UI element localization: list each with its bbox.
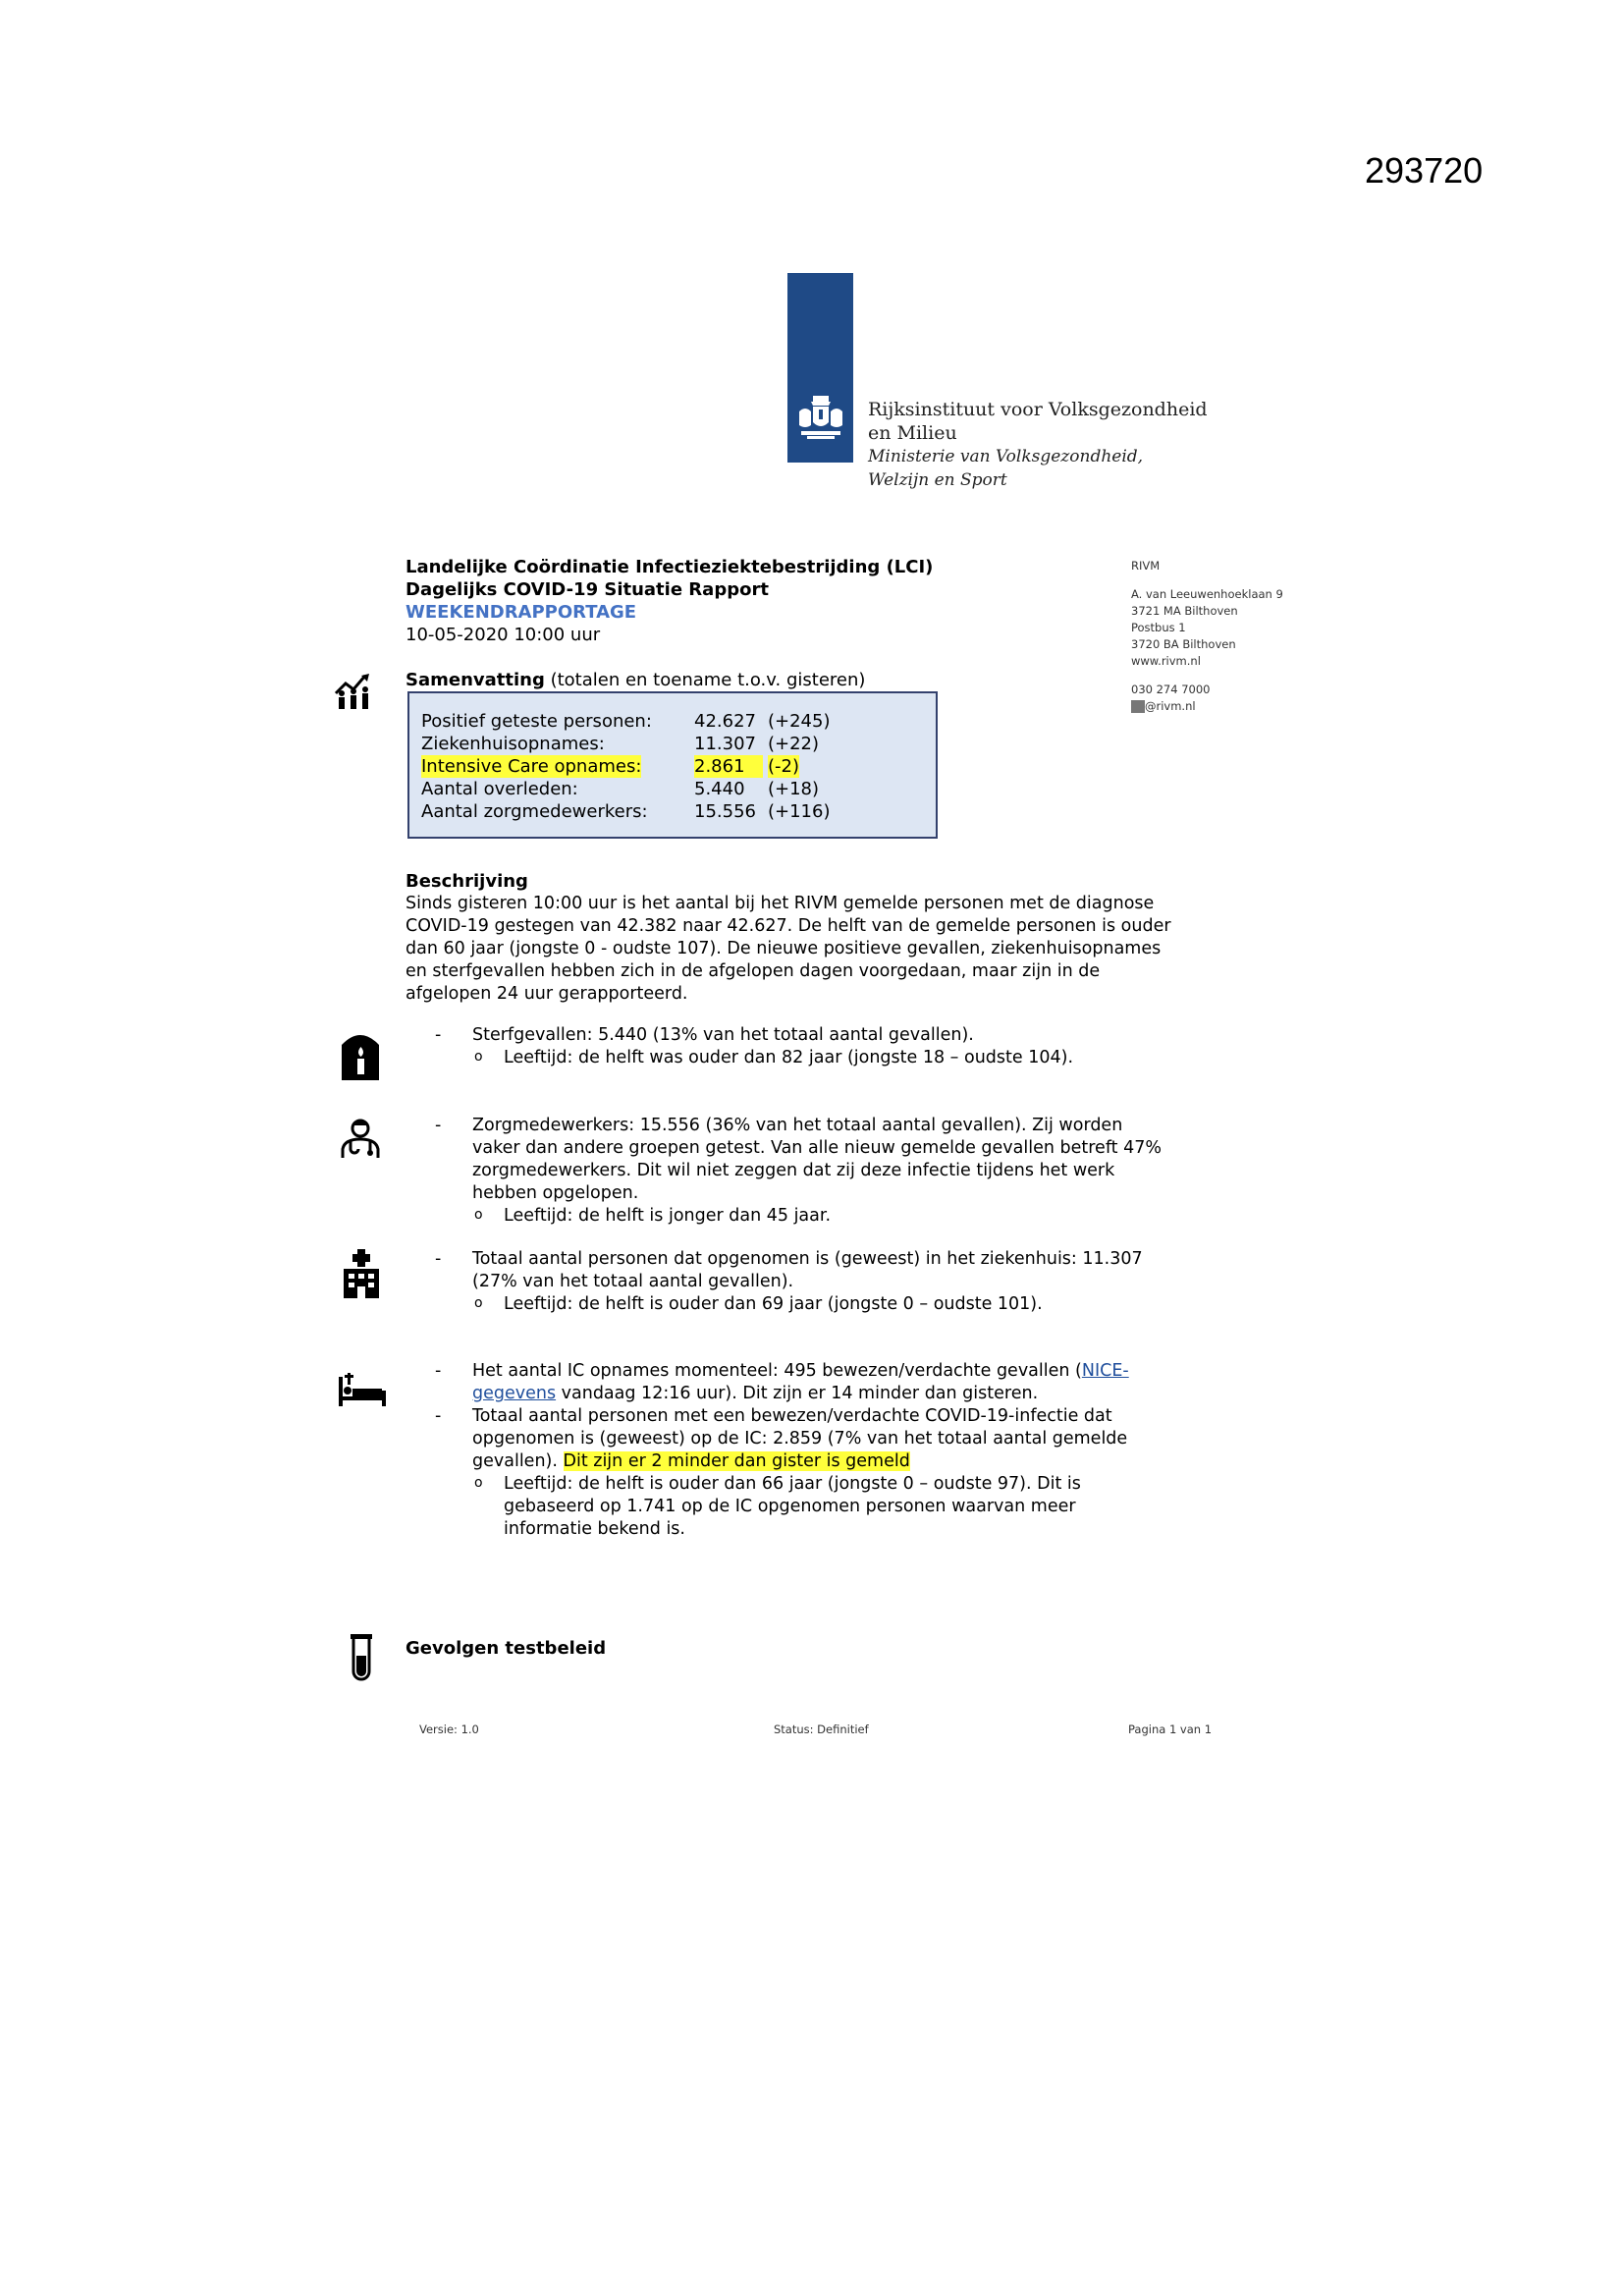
logo-line-3: Ministerie van Volksgezondheid, xyxy=(868,447,1144,466)
bullet-circle: o xyxy=(474,1475,483,1491)
test-policy-heading: Gevolgen testbeleid xyxy=(406,1638,607,1659)
address-block xyxy=(1131,558,1283,715)
hospital-text xyxy=(472,1248,1218,1293)
ic-line xyxy=(472,1383,1218,1405)
summary-row xyxy=(421,710,831,733)
address-city-1: 3721 MA Bilthoven xyxy=(1131,604,1238,618)
care-workers-line: zorgmedewerkers. Dit wil niet zeggen dat zij deze infectie tijdens het werk xyxy=(472,1161,1115,1180)
bullet-dash: - xyxy=(435,1249,442,1269)
hospital-sub xyxy=(474,1293,1191,1316)
header-date: 10-05-2020 10:00 uur xyxy=(406,625,601,645)
nice-link[interactable]: NICE- xyxy=(1081,1361,1129,1381)
logo-line-2: en Milieu xyxy=(868,422,957,444)
address-web: www.rivm.nl xyxy=(1131,654,1201,668)
hospital-line: Totaal aantal personen dat opgenomen is (geweest) in het ziekenhuis: 11.307 xyxy=(472,1249,1143,1269)
bullet-circle: o xyxy=(474,1207,483,1223)
summary-value: 5.440 xyxy=(694,779,745,799)
header-subtitle: Dagelijks COVID-19 Situatie Rapport xyxy=(406,579,769,600)
care-workers-sub xyxy=(474,1205,1191,1228)
address-city-2: 3720 BA Bilthoven xyxy=(1131,637,1236,651)
care-workers-text xyxy=(472,1115,1218,1205)
bullet-circle: o xyxy=(474,1049,483,1065)
address-postbus: Postbus 1 xyxy=(1131,621,1186,634)
description-line: COVID-19 gestegen van 42.382 naar 42.627. De helft van de gemelde personen is ouder xyxy=(406,916,1171,936)
summary-row xyxy=(421,778,820,800)
bullet-dash: - xyxy=(435,1406,442,1426)
summary-label: Intensive Care opnames: xyxy=(421,756,642,777)
bullet-circle: o xyxy=(474,1295,483,1311)
hospital-sub-text: Leeftijd: de helft is ouder dan 69 jaar (jongste 0 – oudste 101). xyxy=(504,1294,1043,1314)
summary-title-rest: (totalen en toename t.o.v. gisteren) xyxy=(544,670,866,690)
address-email-text: @rivm.nl xyxy=(1145,699,1196,713)
summary-label: Aantal overleden: xyxy=(421,779,578,799)
header-weekend: WEEKENDRAPPORTAGE xyxy=(406,602,637,623)
bullet-dash: - xyxy=(435,1116,442,1135)
ic-highlight-text: Dit zijn er 2 minder dan gister is gemeld xyxy=(563,1451,910,1471)
description-section xyxy=(406,870,1250,1006)
ic-current-text xyxy=(472,1360,1218,1405)
hospital-line: (27% van het totaal aantal gevallen). xyxy=(472,1272,794,1291)
footer-status: Status: Definitief xyxy=(774,1722,869,1736)
summary-label: Ziekenhuisopnames: xyxy=(421,734,605,754)
description-line: en sterfgevallen hebben zich in de afgelopen dagen voorgedaan, maar zijn in de xyxy=(406,961,1101,981)
summary-value: 2.861 xyxy=(694,755,763,778)
address-street: A. van Leeuwenhoeklaan 9 xyxy=(1131,587,1283,601)
logo-line-1: Rijksinstituut voor Volksgezondheid xyxy=(868,399,1208,420)
footer-page: Pagina 1 van 1 xyxy=(1128,1722,1213,1736)
summary-change: (+22) xyxy=(768,734,820,754)
description-title: Beschrijving xyxy=(406,871,528,892)
ic-sub-line: informatie bekend is. xyxy=(504,1519,685,1539)
redaction-mark xyxy=(1131,700,1145,713)
summary-box xyxy=(407,691,938,839)
section-hospital xyxy=(406,1248,1270,1322)
report-header xyxy=(406,556,933,646)
care-workers-line: Zorgmedewerkers: 15.556 (36% van het totaal aantal gevallen). Zij worden xyxy=(472,1116,1123,1135)
summary-title xyxy=(406,670,865,690)
section-ic xyxy=(406,1360,1270,1542)
description-line: afgelopen 24 uur gerapporteerd. xyxy=(406,984,688,1004)
grave-candle-icon xyxy=(342,1029,379,1080)
document-number: 293720 xyxy=(1365,150,1484,191)
summary-value: 42.627 xyxy=(694,711,756,732)
summary-change: (+116) xyxy=(768,801,831,822)
summary-change: (+245) xyxy=(768,711,831,732)
summary-row-highlighted xyxy=(421,755,799,778)
deaths-sub-text: Leeftijd: de helft was ouder dan 82 jaar (jongste 18 – oudste 104). xyxy=(504,1048,1074,1067)
ic-sub-line: Leeftijd: de helft is ouder dan 66 jaar (jongste 0 – oudste 97). Dit is xyxy=(504,1474,1081,1494)
bullet-dash: - xyxy=(435,1025,442,1045)
care-workers-sub-text: Leeftijd: de helft is jonger dan 45 jaar. xyxy=(504,1206,832,1226)
address-phone: 030 274 7000 xyxy=(1131,683,1211,696)
ic-line-text: vandaag 12:16 uur). Dit zijn er 14 minder dan gisteren. xyxy=(556,1384,1039,1403)
ic-line xyxy=(472,1450,1218,1473)
summary-row xyxy=(421,733,820,755)
footer-version: Versie: 1.0 xyxy=(419,1722,479,1736)
test-tube-icon xyxy=(351,1634,372,1681)
summary-change: (+18) xyxy=(768,779,820,799)
care-workers-line: vaker dan andere groepen getest. Van alle nieuw gemelde gevallen betreft 47% xyxy=(472,1138,1162,1158)
address-org: RIVM xyxy=(1131,559,1161,573)
ic-line-text: Het aantal IC opnames momenteel: 495 bewezen/verdachte gevallen ( xyxy=(472,1361,1082,1381)
ic-sub-line: gebaseerd op 1.741 op de IC opgenomen personen waarvan meer xyxy=(504,1497,1076,1516)
hospital-bed-icon xyxy=(339,1373,386,1406)
doctor-icon xyxy=(339,1118,382,1159)
address-email xyxy=(1131,698,1283,715)
description-line: dan 60 jaar (jongste 0 - oudste 107). De nieuwe positieve gevallen, ziekenhuisopnames xyxy=(406,939,1162,958)
section-care-workers xyxy=(406,1115,1270,1232)
summary-label: Aantal zorgmedewerkers: xyxy=(421,801,648,822)
ic-line xyxy=(472,1360,1218,1383)
summary-value: 11.307 xyxy=(694,734,756,754)
summary-row xyxy=(421,800,831,823)
summary-value: 15.556 xyxy=(694,801,756,822)
header-title: Landelijke Coördinatie Infectieziektebestrijding (LCI) xyxy=(406,557,934,577)
logo-line-4: Welzijn en Sport xyxy=(868,470,1007,490)
summary-label: Positief geteste personen: xyxy=(421,711,652,732)
ic-sub xyxy=(474,1473,1191,1541)
logo-text xyxy=(868,398,1208,492)
section-deaths xyxy=(406,1024,1270,1073)
ic-total-text xyxy=(472,1405,1218,1473)
nice-link-continued[interactable]: gegevens xyxy=(472,1384,557,1403)
ic-line-text: gevallen). xyxy=(472,1451,564,1471)
rijksoverheid-logo xyxy=(787,273,853,463)
chart-people-icon xyxy=(334,674,375,709)
bullet-dash: - xyxy=(435,1361,442,1381)
description-line: Sinds gisteren 10:00 uur is het aantal bij het RIVM gemelde personen met de diagnose xyxy=(406,894,1155,913)
hospital-icon xyxy=(344,1249,379,1298)
summary-change: (-2) xyxy=(768,756,799,777)
rijkswapen-logo-icon xyxy=(793,394,848,443)
ic-line: opgenomen is (geweest) op de IC: 2.859 (7% van het totaal aantal gemelde xyxy=(472,1429,1128,1449)
ic-line: Totaal aantal personen met een bewezen/verdachte COVID-19-infectie dat xyxy=(472,1406,1112,1426)
deaths-text: Sterfgevallen: 5.440 (13% van het totaal aantal gevallen). xyxy=(472,1025,974,1045)
summary-title-bold: Samenvatting xyxy=(406,670,545,690)
deaths-sub xyxy=(474,1047,1191,1069)
care-workers-line: hebben opgelopen. xyxy=(472,1183,639,1203)
